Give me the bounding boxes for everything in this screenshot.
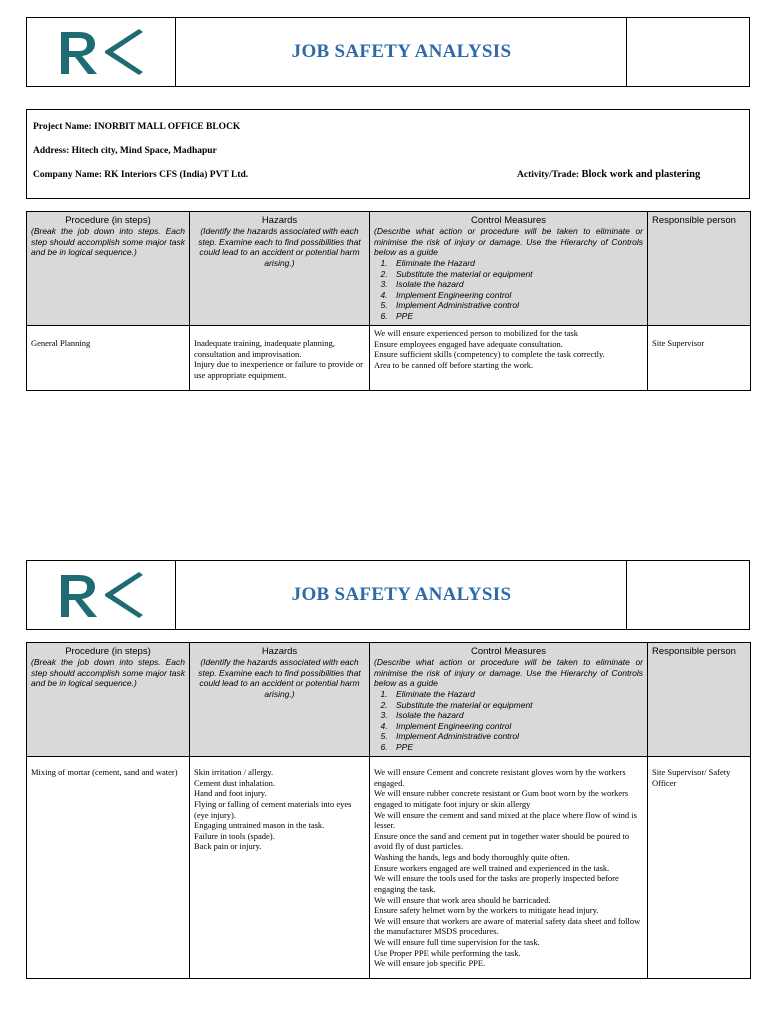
address-line: [33, 146, 217, 156]
company-logo: [27, 18, 176, 86]
hierarchy-list: 1. Eliminate the Hazard 2. Substitute the material or equipment 3. Isolate the hazard 4. Implement Engineering control 5. Implement Administrative control 6. PPE: [374, 689, 643, 753]
responsible-header: Responsible person: [648, 643, 751, 757]
responsible-header: Responsible person: [648, 212, 751, 326]
control-measures-header: Control Measures (Describe what action or procedure will be taken to eliminate or minimise the risk of injury or damage. Use the Hierarchy of Controls below as a guide 1. Eliminate the Hazard 2. Substitute the material or equipment 3. Isolate the hazard 4. Implement Engineering control 5. Implement Administrative control 6. PPE: [370, 643, 648, 757]
activity-label: Activity/Trade:: [517, 170, 580, 180]
rk-logo-icon: [57, 571, 147, 621]
header-block-2: [26, 560, 750, 630]
company-line: [33, 170, 248, 180]
hazards-header: Hazards (Identify the hazards associated with each step. Examine each to find possibilities that could lead to an accident or potential harm arising.): [190, 643, 370, 757]
responsible-cell: Site Supervisor/ Safety Officer: [648, 757, 751, 979]
jsa-table-1: [26, 211, 751, 391]
hierarchy-list: 1. Eliminate the Hazard 2. Substitute the material or equipment 3. Isolate the hazard 4. Implement Engineering control 5. Implement Administrative control 6. PPE: [374, 258, 643, 322]
hazards-header: Hazards (Identify the hazards associated with each step. Examine each to find possibilities that could lead to an accident or potential harm arising.): [190, 212, 370, 326]
company-label: Company Name:: [33, 170, 102, 180]
company-logo: [27, 561, 176, 629]
project-name-line: [33, 122, 240, 132]
header-block-1: [26, 17, 750, 87]
jsa-table-2: [26, 642, 751, 979]
address-value: Hitech city, Mind Space, Madhapur: [71, 146, 217, 156]
hazards-cell: Inadequate training, inadequate planning, consultation and improvisation. Injury due to inexperience or failure to provide or use appropriate equipment.: [190, 326, 370, 391]
table-row: [27, 326, 751, 391]
company-value: RK Interiors CFS (India) PVT Ltd.: [104, 170, 249, 180]
control-measures-header: Control Measures (Describe what action or procedure will be taken to eliminate or minimise the risk of injury or damage. Use the Hierarchy of Controls below as a guide 1. Eliminate the Hazard 2. Substitute the material or equipment 3. Isolate the hazard 4. Implement Engineering control 5. Implement Administrative control 6. PPE: [370, 212, 648, 326]
controls-cell: We will ensure Cement and concrete resistant gloves worn by the workers engaged. We will ensure rubber concrete resistant or Gum boot worn by the workers engaged to mitigate foot injury or skin allergy We will ensure the cement and sand mixed at the place where flow of wind is lesser. Ensure once the sand and cement put in together water should be poured to avoid fly of dust particles. Washing the hands, legs and body thoroughly quite often. Ensure workers engaged are well trained and experienced in the task. We will ensure the tools used for the tasks are properly inspected before engaging the task. We will ensure that work area should be barricaded. Ensure safety helmet worn by the workers to mitigate head injury. We will ensure that workers are aware of material safety data sheet and follow the manufacturer MSDS procedures. We will ensure full time supervision for the task. Use Proper PPE while performing the task. We will ensure job specific PPE.: [370, 757, 648, 979]
responsible-cell: Site Supervisor: [648, 326, 751, 391]
project-name-label: Project Name:: [33, 122, 92, 132]
table-row: [27, 757, 751, 979]
procedure-cell: General Planning: [27, 326, 190, 391]
header-blank-box: [626, 561, 749, 629]
table-header-row: [27, 212, 751, 326]
rk-logo-icon: [57, 28, 147, 78]
table-header-row: [27, 643, 751, 757]
page-title: JOB SAFETY ANALYSIS: [291, 41, 512, 62]
project-name-value: INORBIT MALL OFFICE BLOCK: [94, 122, 241, 132]
procedure-cell: Mixing of mortar (cement, sand and water): [27, 757, 190, 979]
controls-cell: We will ensure experienced person to mobilized for the task Ensure employees engaged have adequate consultation. Ensure sufficient skills (competency) to complete the task correctly. Area to be canned off before starting the work.: [370, 326, 648, 391]
procedure-header: Procedure (in steps) (Break the job down into steps. Each step should accomplish some major task and be in logical sequence.): [27, 643, 190, 757]
page-title: JOB SAFETY ANALYSIS: [291, 584, 512, 605]
address-label: Address:: [33, 146, 70, 156]
activity-value: Block work and plastering: [581, 169, 701, 180]
project-info-box: [26, 109, 750, 199]
activity-line: [517, 169, 700, 180]
procedure-header: Procedure (in steps) (Break the job down into steps. Each step should accomplish some major task and be in logical sequence.): [27, 212, 190, 326]
header-blank-box: [626, 18, 749, 86]
hazards-cell: Skin irritation / allergy. Cement dust inhalation. Hand and foot injury. Flying or falling of cement materials into eyes (eye injury). Engaging untrained mason in the task. Failure in tools (spade). Back pain or injury.: [190, 757, 370, 979]
